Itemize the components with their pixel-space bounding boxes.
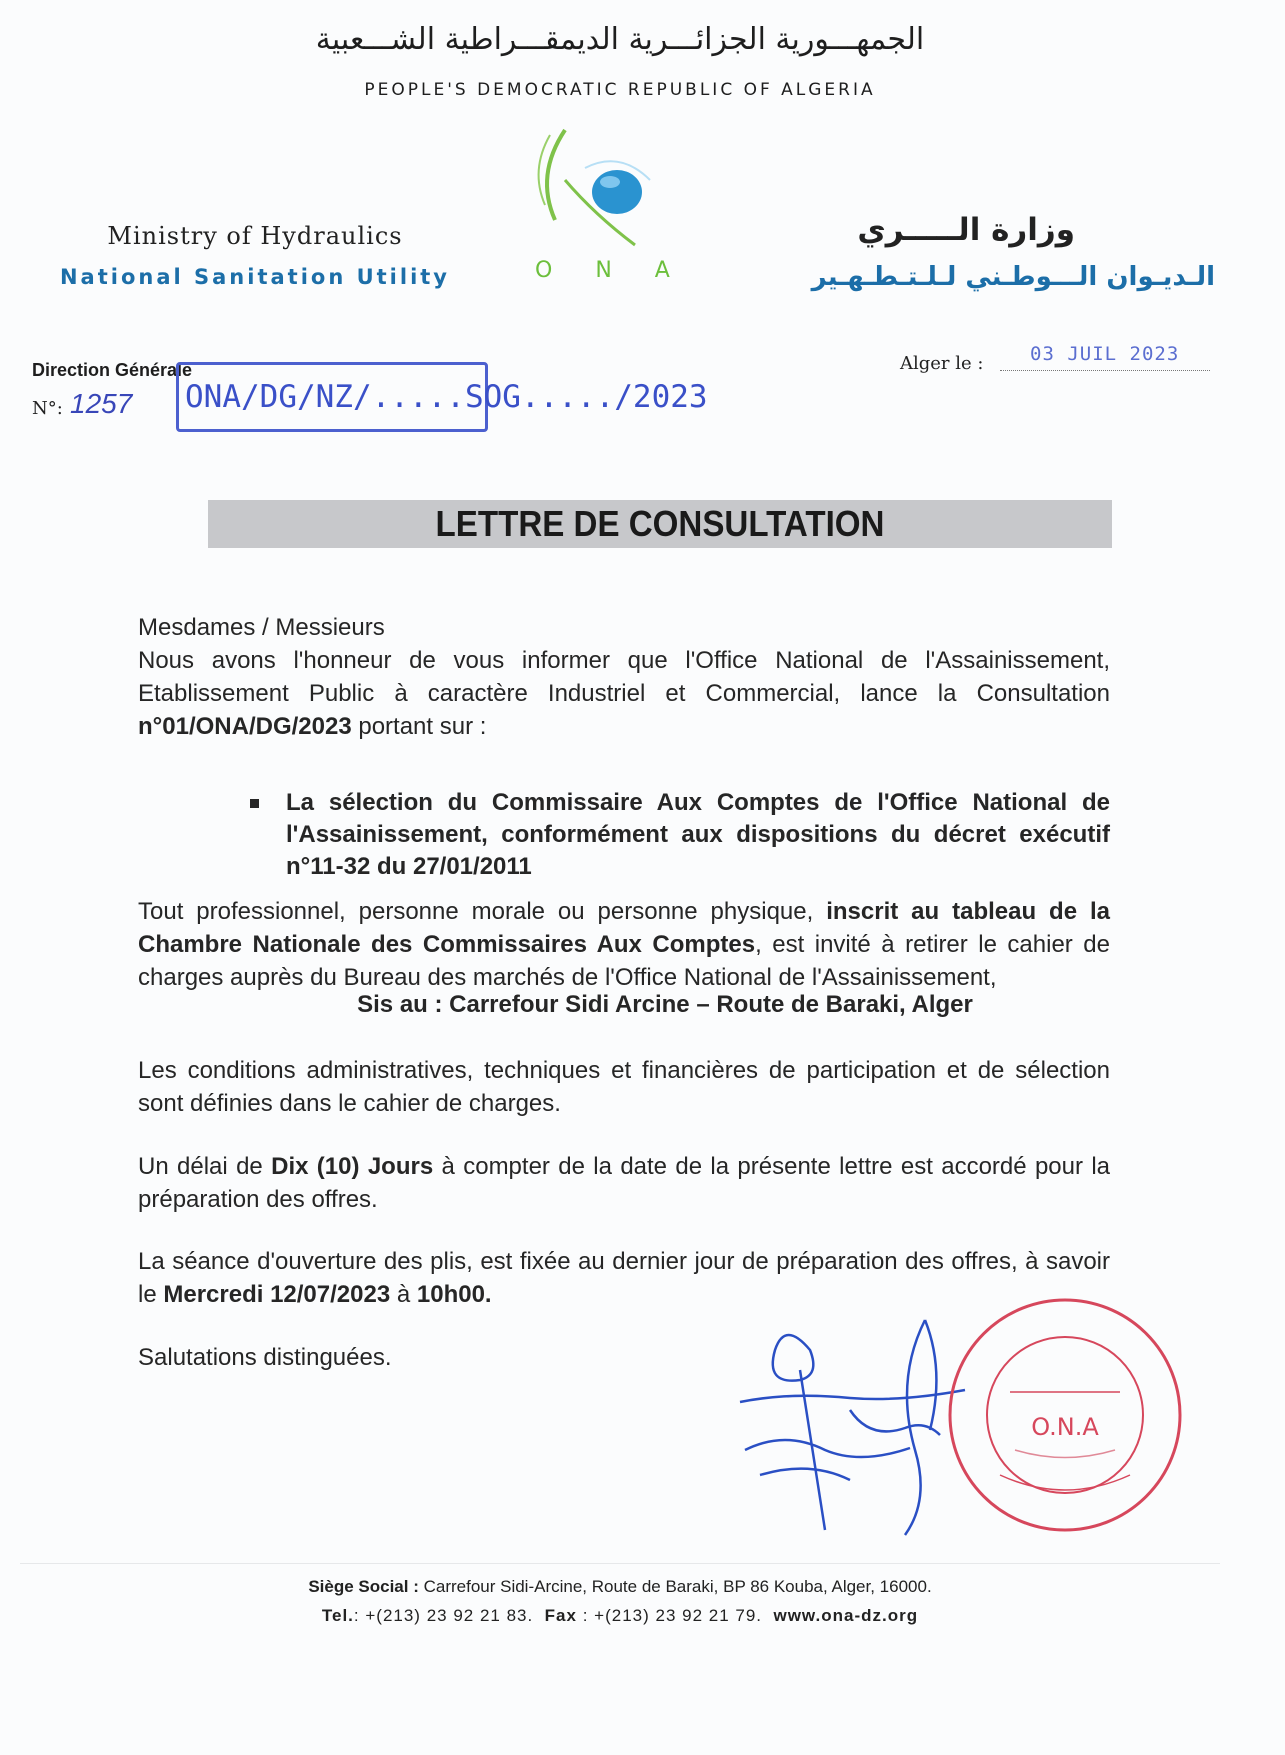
salutation: Mesdames / Messieurs bbox=[138, 614, 385, 641]
number-label: N°: bbox=[32, 398, 63, 419]
utility-name-en: National Sanitation Utility bbox=[59, 265, 451, 289]
date-line bbox=[1000, 370, 1210, 371]
p5-start: La séance d'ouverture des plis, est fixée au dernier jour de préparation des offres, à savoir le bbox=[138, 1248, 1110, 1308]
p4-bold: Dix (10) Jours bbox=[271, 1153, 434, 1180]
p2-start: Tout professionnel, personne morale ou personne physique, bbox=[138, 898, 827, 925]
p2-bold: inscrit au tableau de la Chambre Nationale des Commissaires Aux Comptes bbox=[138, 898, 1110, 958]
p5-date: Mercredi 12/07/2023 bbox=[163, 1281, 391, 1308]
ona-logo-icon bbox=[525, 120, 685, 255]
closing: Salutations distinguées. bbox=[138, 1344, 392, 1371]
office-name-ar: الـديـوان الـــوطـني لـلـتـطـهـير bbox=[811, 262, 1215, 292]
direction-label: Direction Générale bbox=[32, 360, 193, 380]
english-republic-title: PEOPLE'S DEMOCRATIC REPUBLIC OF ALGERIA bbox=[364, 80, 876, 100]
date-stamp: 03 JUIL 2023 bbox=[1030, 343, 1180, 365]
siege-label: Siège Social : bbox=[308, 1577, 419, 1596]
number-value: 1257 bbox=[70, 388, 133, 419]
website-link[interactable]: www.ona-dz.org bbox=[773, 1606, 919, 1625]
ministry-name-ar: وزارة الـــــري bbox=[857, 212, 1075, 248]
intro-end: portant sur : bbox=[351, 713, 487, 740]
reference-stamp: ONA/DG/NZ/.....SOG...../2023 bbox=[176, 362, 488, 432]
ministry-name-en: Ministry of Hydraulics bbox=[107, 222, 403, 250]
p4-start: Un délai de bbox=[138, 1153, 272, 1180]
p5-time: 10h00. bbox=[416, 1281, 492, 1308]
arabic-republic-title: الجمهـــورية الجزائـــرية الديمقـــراطية الشـــعبية bbox=[315, 22, 925, 57]
consultation-ref: n°01/ONA/DG/2023 bbox=[138, 713, 352, 740]
intro-paragraph bbox=[138, 644, 1110, 743]
p2-end: , est invité à retirer le cahier de charges auprès du Bureau des marchés de l'Office National de l'Assainissement, bbox=[138, 931, 1110, 991]
tel-label: Tel. bbox=[321, 1606, 354, 1625]
bullet-mark bbox=[250, 799, 259, 808]
eligibility-paragraph bbox=[138, 895, 1110, 994]
official-seal-icon bbox=[940, 1290, 1190, 1545]
document-title: LETTRE DE CONSULTATION bbox=[435, 503, 885, 544]
ona-logo-letters: ONA bbox=[535, 258, 713, 283]
p4-end: à compter de la date de la présente lettre est accordé pour la préparation des offres. bbox=[138, 1153, 1110, 1213]
bullet-item: La sélection du Commissaire Aux Comptes de l'Office National de l'Assainissement, conformément aux dispositions du décret exécutif n°11-32 du 27/01/2011 bbox=[286, 789, 1110, 880]
footer-contact bbox=[0, 1606, 1240, 1626]
deadline-paragraph bbox=[138, 1150, 1110, 1216]
footer-divider bbox=[20, 1563, 1220, 1564]
place-label: Alger le : bbox=[900, 353, 984, 374]
footer-address bbox=[0, 1577, 1240, 1597]
tel-value: : +(213) 23 92 21 83. bbox=[353, 1606, 534, 1625]
fax-label: Fax bbox=[544, 1606, 577, 1625]
conditions-paragraph: Les conditions administratives, techniques et financières de participation et de sélection sont définies dans le cahier de charges. bbox=[138, 1057, 1110, 1117]
intro-text: Nous avons l'honneur de vous informer que l'Office National de l'Assainissement, Etablissement Public à caractère Industriel et Commercial, lance la Consultation bbox=[138, 647, 1110, 707]
p5-mid: à bbox=[390, 1281, 417, 1308]
fax-value: : +(213) 23 92 21 79. bbox=[582, 1606, 763, 1625]
siege-value: Carrefour Sidi-Arcine, Route de Baraki, BP 86 Kouba, Alger, 16000. bbox=[418, 1577, 932, 1596]
address-line: Sis au : Carrefour Sidi Arcine – Route de Baraki, Alger bbox=[357, 991, 973, 1018]
seal-center-text: O.N.A bbox=[1031, 1413, 1099, 1441]
